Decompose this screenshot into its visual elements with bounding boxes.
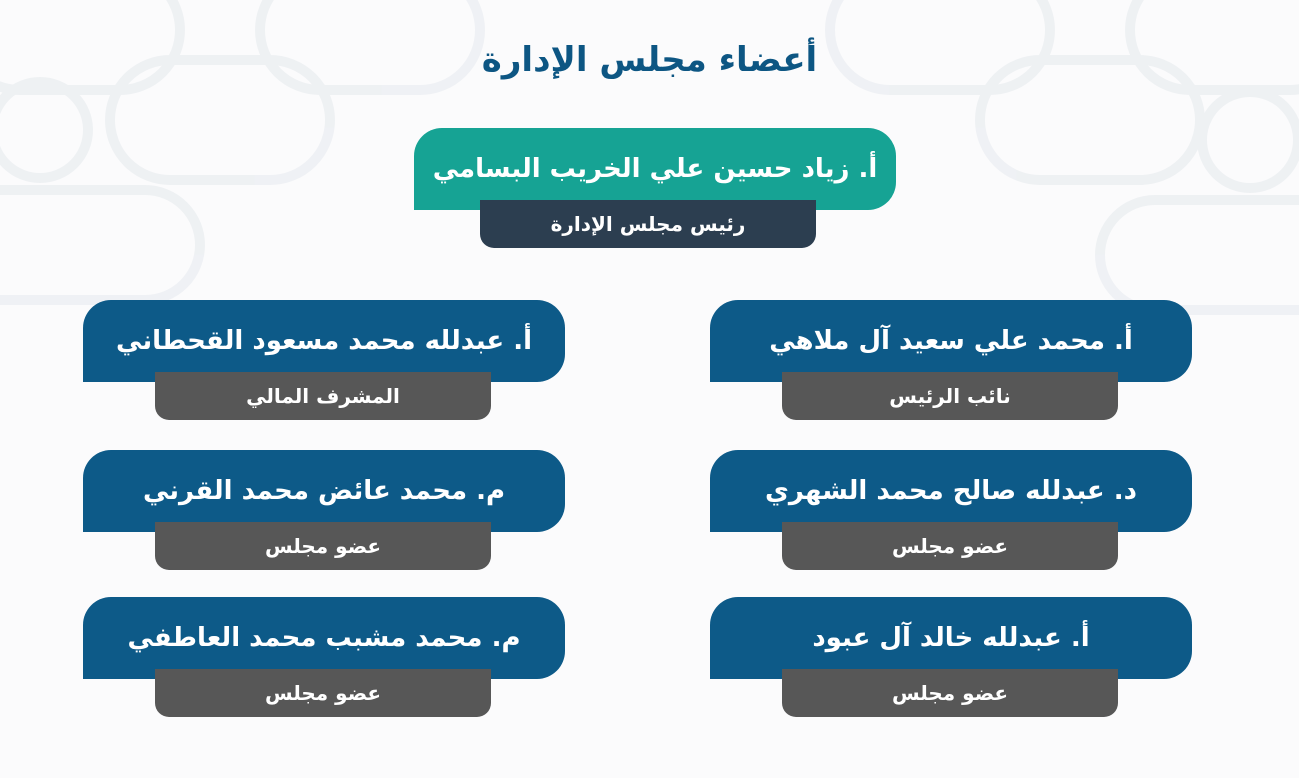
chair-role: رئيس مجلس الإدارة [480, 200, 816, 248]
member-name: أ. عبدلله محمد مسعود القحطاني [83, 300, 565, 382]
member-card-5 [710, 597, 1192, 717]
member-role: عضو مجلس [782, 522, 1118, 570]
member-name: أ. عبدلله خالد آل عبود [710, 597, 1192, 679]
member-card-6 [83, 597, 565, 717]
member-role: عضو مجلس [782, 669, 1118, 717]
member-role: نائب الرئيس [782, 372, 1118, 420]
member-name: م. محمد عائض محمد القرني [83, 450, 565, 532]
member-card-2 [83, 300, 565, 420]
page-title: أعضاء مجلس الإدارة [481, 40, 818, 80]
member-name: أ. محمد علي سعيد آل ملاهي [710, 300, 1192, 382]
member-card-3 [710, 450, 1192, 570]
member-card-4 [83, 450, 565, 570]
chair-card [414, 128, 896, 248]
member-role: عضو مجلس [155, 522, 491, 570]
member-card-1 [710, 300, 1192, 420]
chair-name: أ. زياد حسين علي الخريب البسامي [414, 128, 896, 210]
member-role: عضو مجلس [155, 669, 491, 717]
member-name: د. عبدلله صالح محمد الشهري [710, 450, 1192, 532]
member-name: م. محمد مشبب محمد العاطفي [83, 597, 565, 679]
member-role: المشرف المالي [155, 372, 491, 420]
